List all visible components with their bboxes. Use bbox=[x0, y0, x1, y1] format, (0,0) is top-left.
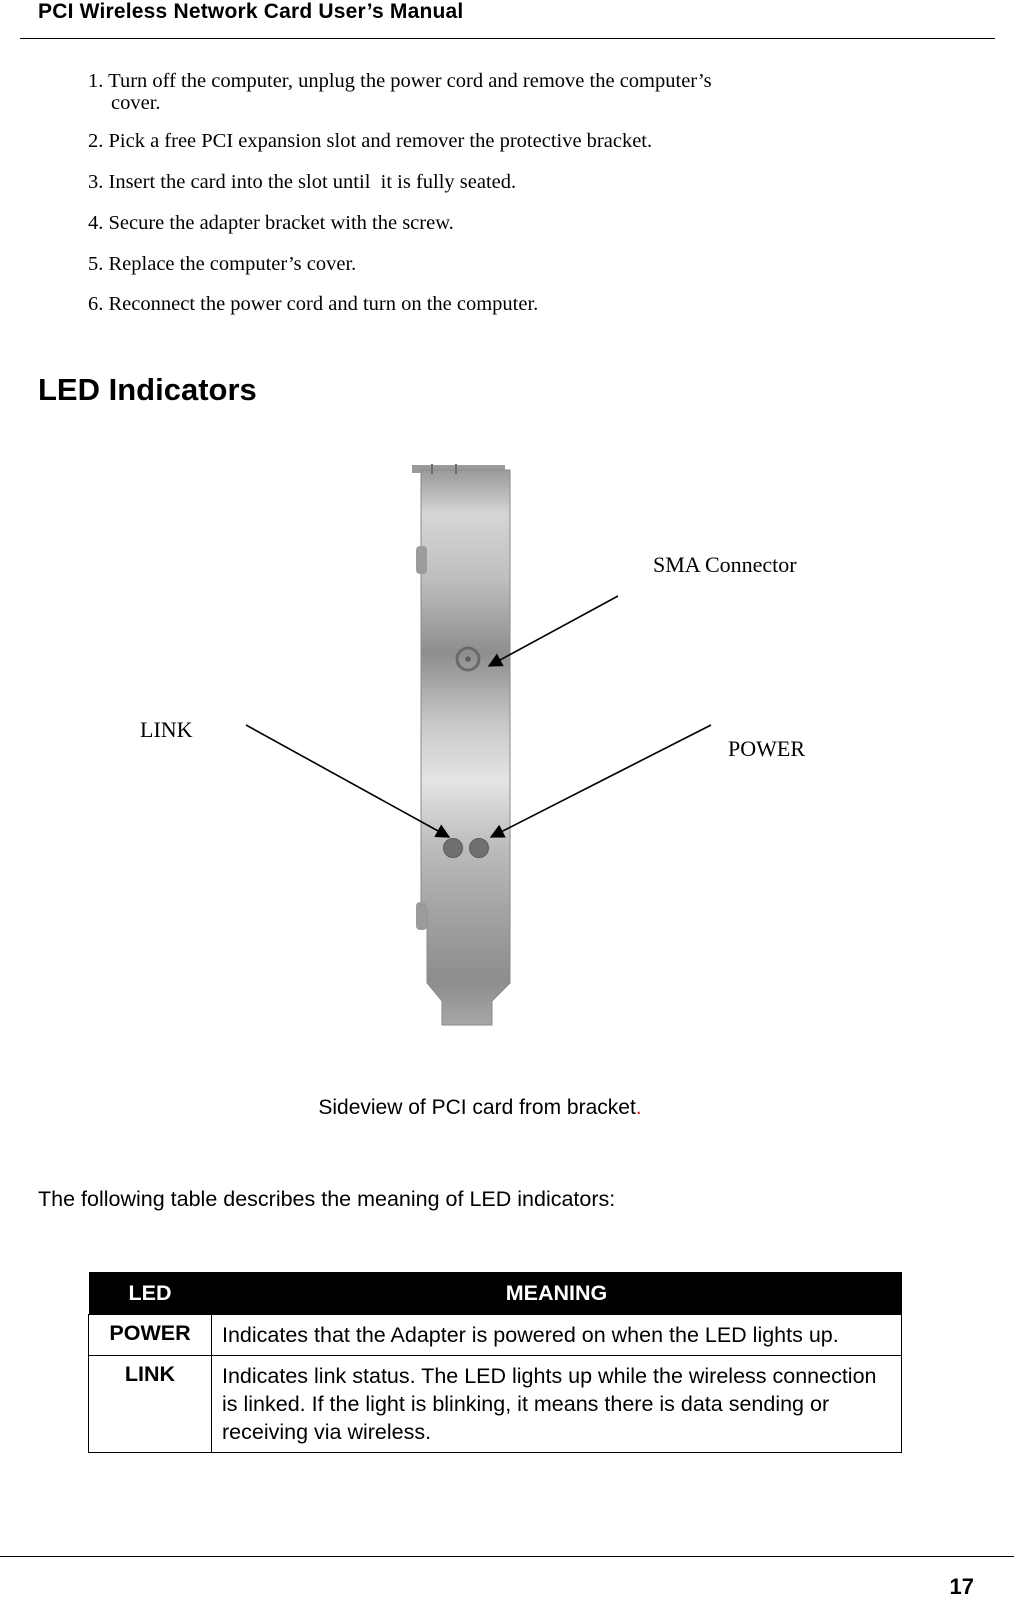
step-item bbox=[88, 253, 356, 275]
led-meaning-cell: Indicates link status. The LED lights up while the wireless connection is linked. If the light is blinking, it means there is data sending or receiving via wireless. bbox=[212, 1356, 902, 1453]
caption-text: Sideview of PCI card from bracket bbox=[318, 1096, 636, 1119]
led-column-header: LED bbox=[89, 1272, 212, 1315]
pci-bracket bbox=[412, 464, 510, 1025]
led-name-cell: LINK bbox=[89, 1356, 212, 1453]
running-header: PCI Wireless Network Card User’s Manual bbox=[38, 0, 464, 23]
step-number: 1. bbox=[88, 70, 104, 92]
step-item bbox=[88, 70, 712, 114]
step-item bbox=[88, 171, 516, 193]
power-led bbox=[470, 839, 489, 858]
link-arrow bbox=[246, 725, 449, 837]
page-number: 17 bbox=[949, 1574, 974, 1599]
power-arrow bbox=[491, 725, 711, 837]
meaning-column-header: MEANING bbox=[212, 1272, 902, 1315]
section-title: LED Indicators bbox=[38, 372, 257, 407]
step-text: Insert the card into the slot until it is fully seated. bbox=[108, 171, 517, 193]
step-number: 3. bbox=[88, 171, 104, 193]
step-item bbox=[88, 212, 454, 234]
led-name-cell: POWER bbox=[89, 1315, 212, 1356]
pci-bracket-diagram bbox=[0, 440, 1014, 1060]
header-divider bbox=[20, 38, 995, 39]
caption-period: . bbox=[635, 1096, 642, 1119]
step-number: 4. bbox=[88, 212, 104, 234]
table-intro: The following table describes the meaning of LED indicators: bbox=[38, 1187, 616, 1211]
step-text: Pick a free PCI expansion slot and remover the protective bracket. bbox=[108, 130, 653, 152]
footer-divider bbox=[0, 1556, 1014, 1557]
power-label: POWER bbox=[728, 736, 805, 761]
pci-bracket-figure bbox=[0, 440, 1014, 1060]
link-label: LINK bbox=[140, 717, 193, 742]
step-number: 6. bbox=[88, 293, 104, 315]
led-meaning-cell: Indicates that the Adapter is powered on when the LED lights up. bbox=[212, 1315, 902, 1356]
table-header-row bbox=[89, 1272, 902, 1315]
link-led bbox=[444, 839, 463, 858]
step-item bbox=[88, 293, 538, 315]
table-row bbox=[89, 1356, 902, 1453]
step-number: 2. bbox=[88, 130, 104, 152]
step-text: Turn off the computer, unplug the power cord and remove the computer’s bbox=[108, 70, 712, 92]
figure-caption bbox=[0, 1096, 960, 1120]
sma-connector-label: SMA Connector bbox=[653, 552, 797, 577]
step-text: Replace the computer’s cover. bbox=[108, 253, 357, 275]
table-row bbox=[89, 1315, 902, 1356]
step-number: 5. bbox=[88, 253, 104, 275]
led-table bbox=[88, 1272, 902, 1453]
step-text-continuation: cover. bbox=[111, 92, 161, 114]
step-text: Reconnect the power cord and turn on the computer. bbox=[108, 293, 539, 315]
step-item bbox=[88, 130, 652, 152]
step-text: Secure the adapter bracket with the screw. bbox=[108, 212, 454, 234]
